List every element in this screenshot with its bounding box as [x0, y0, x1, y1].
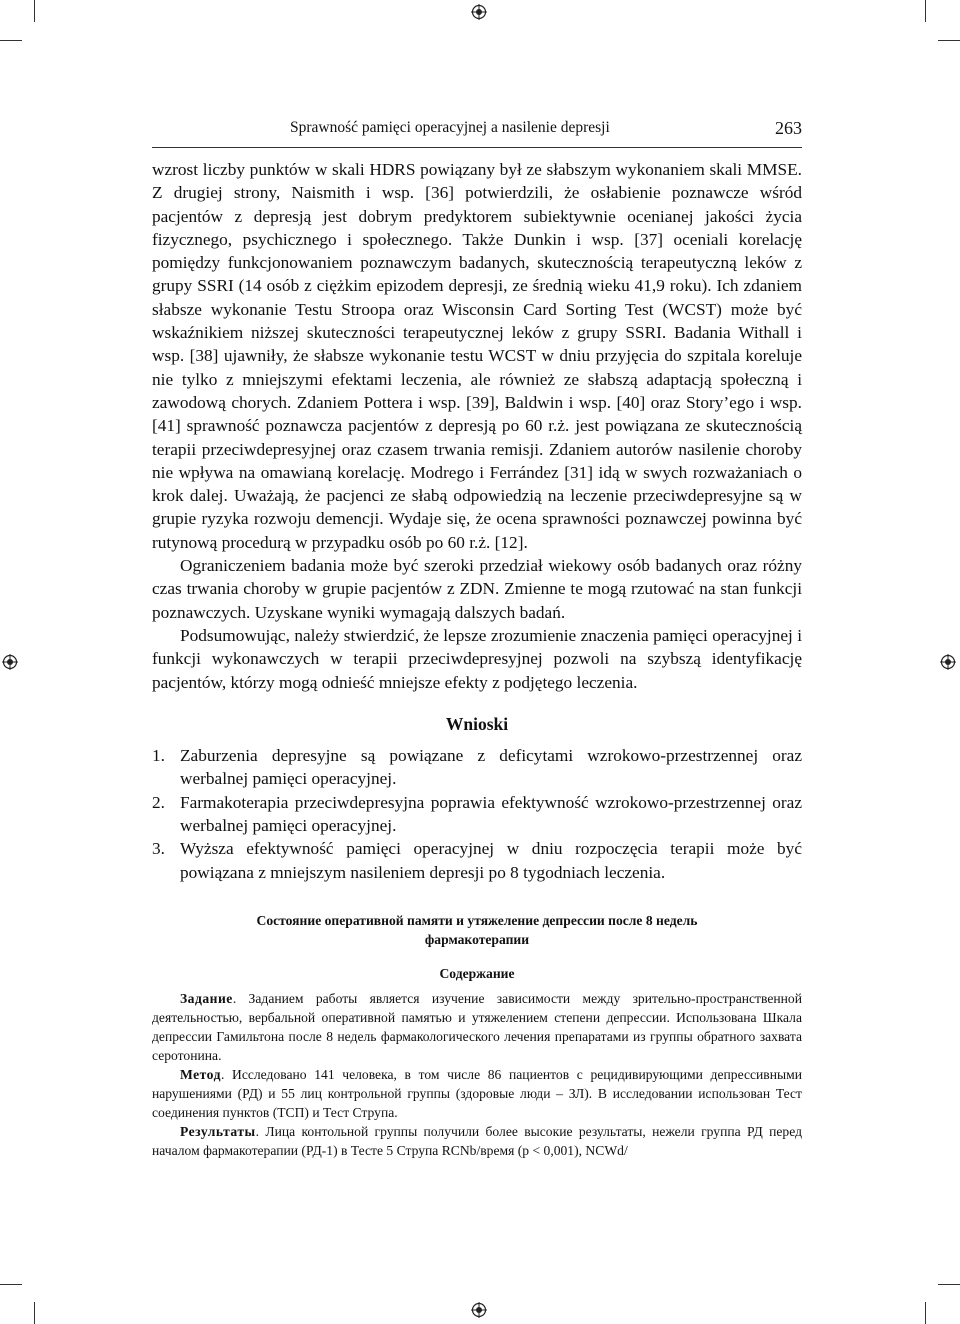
russian-title-line: фармакотерапии: [424, 931, 530, 947]
trim-mark-top-left-h: [0, 40, 22, 41]
running-title: Sprawność pamięci operacyjnej a nasilenie depresji: [290, 119, 610, 136]
page-number: 263: [775, 118, 802, 138]
registration-mark-left-icon: [2, 654, 18, 670]
list-item-number: 3.: [152, 839, 165, 859]
abstract-section-lead: Задание: [180, 991, 233, 1007]
abstract-section-lead: Результаты: [180, 1124, 256, 1140]
list-item: [152, 744, 802, 791]
body-paragraph: Ograniczeniem badania może być szeroki przedział wiekowy osób badanych oraz różny czas trwania choroby w grupie pacjentów z ZDN. Zmienne te mogą rzutować na stan funkcji poznawczych. Uzyskane wyniki wymagają dalszych badań.: [152, 556, 802, 622]
list-item-text: Farmakoterapia przeciwdepresyjna poprawia efektywność wzrokowo-przestrzennej oraz werbalnej pamięci operacyjnej.: [180, 792, 802, 836]
list-item-number: 2.: [152, 792, 165, 812]
list-item-text: Wyższa efektywność pamięci operacyjnej w dniu rozpoczęcia terapii może być powiązana z mniejszym nasileniem depresji po 8 tygodniach leczenia.: [180, 839, 802, 882]
trim-mark-top-right: [925, 0, 926, 22]
trim-mark-top-right-h: [938, 40, 960, 41]
russian-abstract-title: [152, 911, 802, 949]
abstract-section: [152, 1065, 802, 1122]
trim-mark-bottom-left-h: [0, 1284, 22, 1285]
registration-mark-top-icon: [471, 4, 487, 20]
registration-mark-right-icon: [940, 654, 956, 670]
russian-abstract: [152, 989, 802, 1160]
list-item: [152, 837, 802, 884]
conclusions-heading: Wnioski: [445, 713, 509, 734]
list-item-text: Zaburzenia depresyjne są powiązane z deficytami wzrokowo-przestrzennej oraz werbalnej pamięci operacyjnej.: [180, 746, 802, 789]
russian-abstract-subtitle: Содержание: [439, 965, 515, 981]
body-paragraph: Podsumowując, należy stwierdzić, że lepsze zrozumienie znaczenia pamięci operacyjnej i funkcji wykonawczych w terapii przeciwdepresyjnej pozwoli na szybszą identyfikację pacjentów, którzy mogą odnieść mniejsze efekty z podjętego leczenia.: [152, 625, 802, 692]
body-paragraph: wzrost liczby punktów w skali HDRS powiązany był ze słabszym wykonaniem skali MMSE. Z drugiej strony, Naismith i wsp. [36] potwierdzili, że osłabienie poznawcze wśród pacjentów z depresją jest dobrym predyktorem subiektywnie ocenianej jakości życia fizycznego, psychicznego i społecznego. Także Dunkin i wsp. [37] oceniali korelację pomiędzy funkcjonowaniem poznawczym badanych, skutecznością terapeutyczną leków z grupy SSRI (14 osób z ciężkim epizodem depresji, ze średnią wieku 41,9 roku). Ich zdaniem słabsze wykonanie Testu Stroopa oraz Wisconsin Card Sorting Test (WCST) może być wskaźnikiem niższej skuteczności terapeutycznej leków z grupy SSRI. Badania Withall i wsp. [38] ujawniły, że słabsze wykonanie testu WCST w dniu przyjęcia do szpitala koreluje nie tylko z mniejszymi efektami leczenia, ale również ze słabszą adaptacją społeczną i zawodową chorych. Zdaniem Pottera i wsp. [39], Baldwin i wsp. [40] oraz Story’ego i wsp. [41] sprawność poznawcza pacjentów z depresją po 60 r.ż. jest powiązana ze skutecznością terapii przeciwdepresyjnej oraz czasem trwania remisji. Zdaniem autorów nasilenie choroby nie wpływa na omawianą korelację. Modrego i Ferrández [31] idą w swych rozważaniach o krok dalej. Uważają, że pacjenci ze słabą odpowiedzią na leczenie przeciwdepresyjne są w grupie ryzyka rozwoju demencji. Wydaje się, że ocena sprawności poznawczej powinna być rutynową procedurą w przypadku osób po 60 r.ż. [12].: [152, 160, 802, 552]
abstract-section: [152, 989, 802, 1065]
running-head: [152, 117, 802, 148]
trim-mark-bottom-right-h: [938, 1284, 960, 1285]
trim-mark-bottom-left: [34, 1302, 35, 1324]
conclusions-list: [152, 744, 802, 884]
abstract-section: [152, 1122, 802, 1160]
list-item-number: 1.: [152, 746, 165, 766]
abstract-section-text: . Исследовано 141 человека, в том числе 86 пациентов с рецидивирующими депрессивными нарушениями (РД) и 55 лиц контрольной группы (здоровые люди – ЗЛ). В исследовании использован Тест соединения пунктов (ТСП) и Тест Струпа.: [152, 1067, 802, 1121]
registration-mark-bottom-icon: [471, 1302, 487, 1318]
abstract-section-text: . Лица контольной группы получили более высокие результаты, нежели группа РД перед началом фармакотерапии (РД-1) в Тесте 5 Струпа RCNb/время (p < 0,001), NCWd/: [152, 1124, 802, 1159]
abstract-section-lead: Метод: [180, 1067, 221, 1083]
trim-mark-top-left: [34, 0, 35, 22]
trim-mark-bottom-right: [925, 1302, 926, 1324]
list-item: [152, 791, 802, 838]
abstract-section-text: . Заданием работы является изучение зависимости между зрительно-пространственной деятельностью, вербальной оперативной памятью и утяжелением степени депрессии. Использована Шкала депрессии Гамильтона после 8 недель фармакологического лечения препаратами из группы обратного захвата серотонина.: [152, 991, 802, 1064]
russian-title-line: Состояние оперативной памяти и утяжеление депрессии после 8 недель: [256, 912, 698, 928]
article-body: [152, 158, 802, 1160]
